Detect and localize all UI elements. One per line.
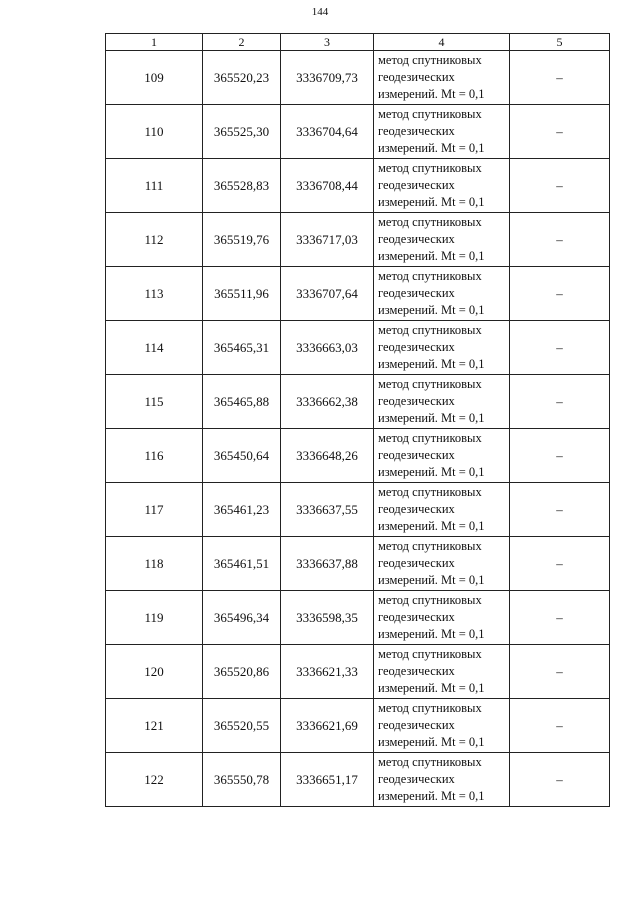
x-coordinate-cell: 365550,78 [203,753,281,807]
header-row [106,34,610,51]
table-row [106,51,610,105]
table-row [106,483,610,537]
method-text-line: геодезических [378,70,455,84]
method-text-line: геодезических [378,502,455,516]
method-cell [374,159,510,213]
method-cell [374,429,510,483]
y-coordinate-cell: 3336637,55 [281,483,374,537]
method-text-line: измерений. Mt = 0,1 [378,735,485,749]
method-text-line: геодезических [378,448,455,462]
x-coordinate-cell: 365465,88 [203,375,281,429]
point-number-cell: 113 [106,267,203,321]
method-text-line: измерений. Mt = 0,1 [378,465,485,479]
point-number-cell: 122 [106,753,203,807]
method-text-line: измерений. Mt = 0,1 [378,141,485,155]
method-text-line: геодезических [378,286,455,300]
method-text-line: измерений. Mt = 0,1 [378,573,485,587]
method-cell [374,753,510,807]
x-coordinate-cell: 365520,23 [203,51,281,105]
column-header-x: 2 [203,34,281,51]
table-row [106,375,610,429]
method-text-line: измерений. Mt = 0,1 [378,627,485,641]
method-text-line: геодезических [378,124,455,138]
column-header-note: 5 [510,34,610,51]
note-cell: – [510,537,610,591]
table-row [106,645,610,699]
y-coordinate-cell: 3336663,03 [281,321,374,375]
table-row [106,591,610,645]
method-text-line: измерений. Mt = 0,1 [378,195,485,209]
method-text-line: измерений. Mt = 0,1 [378,87,485,101]
y-coordinate-cell: 3336717,03 [281,213,374,267]
note-cell: – [510,213,610,267]
note-cell: – [510,699,610,753]
x-coordinate-cell: 365461,23 [203,483,281,537]
column-header-number: 1 [106,34,203,51]
note-cell: – [510,321,610,375]
x-coordinate-cell: 365450,64 [203,429,281,483]
table-row [106,753,610,807]
point-number-cell: 118 [106,537,203,591]
y-coordinate-cell: 3336621,33 [281,645,374,699]
y-coordinate-cell: 3336662,38 [281,375,374,429]
point-number-cell: 115 [106,375,203,429]
point-number-cell: 119 [106,591,203,645]
point-number-cell: 117 [106,483,203,537]
table-row [106,429,610,483]
x-coordinate-cell: 365528,83 [203,159,281,213]
point-number-cell: 111 [106,159,203,213]
method-text-line: метод спутниковых [378,53,482,67]
table-row [106,213,610,267]
method-cell [374,483,510,537]
note-cell: – [510,105,610,159]
x-coordinate-cell: 365511,96 [203,267,281,321]
page-number: 144 [311,6,329,18]
method-text-line: метод спутниковых [378,269,482,283]
method-text-line: метод спутниковых [378,755,482,769]
x-coordinate-cell: 365525,30 [203,105,281,159]
point-number-cell: 120 [106,645,203,699]
y-coordinate-cell: 3336704,64 [281,105,374,159]
column-header-y: 3 [281,34,374,51]
x-coordinate-cell: 365465,31 [203,321,281,375]
method-text-line: геодезических [378,610,455,624]
method-cell [374,375,510,429]
y-coordinate-cell: 3336707,64 [281,267,374,321]
method-cell [374,105,510,159]
method-text-line: метод спутниковых [378,161,482,175]
method-text-line: метод спутниковых [378,377,482,391]
x-coordinate-cell: 365461,51 [203,537,281,591]
method-text-line: геодезических [378,772,455,786]
method-text-line: измерений. Mt = 0,1 [378,789,485,803]
coordinates-table [105,33,610,807]
method-text-line: геодезических [378,232,455,246]
method-text-line: измерений. Mt = 0,1 [378,249,485,263]
point-number-cell: 110 [106,105,203,159]
method-text-line: измерений. Mt = 0,1 [378,681,485,695]
x-coordinate-cell: 365520,86 [203,645,281,699]
method-text-line: метод спутниковых [378,485,482,499]
method-text-line: геодезических [378,340,455,354]
table-row [106,159,610,213]
method-text-line: измерений. Mt = 0,1 [378,411,485,425]
method-text-line: геодезических [378,178,455,192]
method-cell [374,51,510,105]
table-row [106,267,610,321]
method-text-line: геодезических [378,394,455,408]
y-coordinate-cell: 3336648,26 [281,429,374,483]
method-text-line: метод спутниковых [378,647,482,661]
method-text-line: метод спутниковых [378,431,482,445]
column-header-method: 4 [374,34,510,51]
note-cell: – [510,375,610,429]
y-coordinate-cell: 3336621,69 [281,699,374,753]
point-number-cell: 112 [106,213,203,267]
note-cell: – [510,267,610,321]
method-text-line: метод спутниковых [378,107,482,121]
y-coordinate-cell: 3336637,88 [281,537,374,591]
note-cell: – [510,591,610,645]
x-coordinate-cell: 365520,55 [203,699,281,753]
note-cell: – [510,645,610,699]
x-coordinate-cell: 365519,76 [203,213,281,267]
method-text-line: метод спутниковых [378,593,482,607]
method-text-line: метод спутниковых [378,539,482,553]
note-cell: – [510,51,610,105]
method-text-line: измерений. Mt = 0,1 [378,519,485,533]
note-cell: – [510,429,610,483]
y-coordinate-cell: 3336598,35 [281,591,374,645]
table-row [106,321,610,375]
x-coordinate-cell: 365496,34 [203,591,281,645]
method-text-line: геодезических [378,718,455,732]
method-cell [374,645,510,699]
method-cell [374,267,510,321]
point-number-cell: 121 [106,699,203,753]
method-text-line: метод спутниковых [378,215,482,229]
table-row [106,537,610,591]
method-cell [374,321,510,375]
y-coordinate-cell: 3336708,44 [281,159,374,213]
method-cell [374,213,510,267]
method-cell [374,591,510,645]
method-text-line: измерений. Mt = 0,1 [378,357,485,371]
point-number-cell: 114 [106,321,203,375]
y-coordinate-cell: 3336709,73 [281,51,374,105]
method-text-line: измерений. Mt = 0,1 [378,303,485,317]
note-cell: – [510,753,610,807]
point-number-cell: 116 [106,429,203,483]
method-cell [374,537,510,591]
method-cell [374,699,510,753]
method-text-line: геодезических [378,664,455,678]
table-row [106,105,610,159]
point-number-cell: 109 [106,51,203,105]
table-row [106,699,610,753]
method-text-line: геодезических [378,556,455,570]
method-text-line: метод спутниковых [378,701,482,715]
note-cell: – [510,483,610,537]
method-text-line: метод спутниковых [378,323,482,337]
y-coordinate-cell: 3336651,17 [281,753,374,807]
note-cell: – [510,159,610,213]
